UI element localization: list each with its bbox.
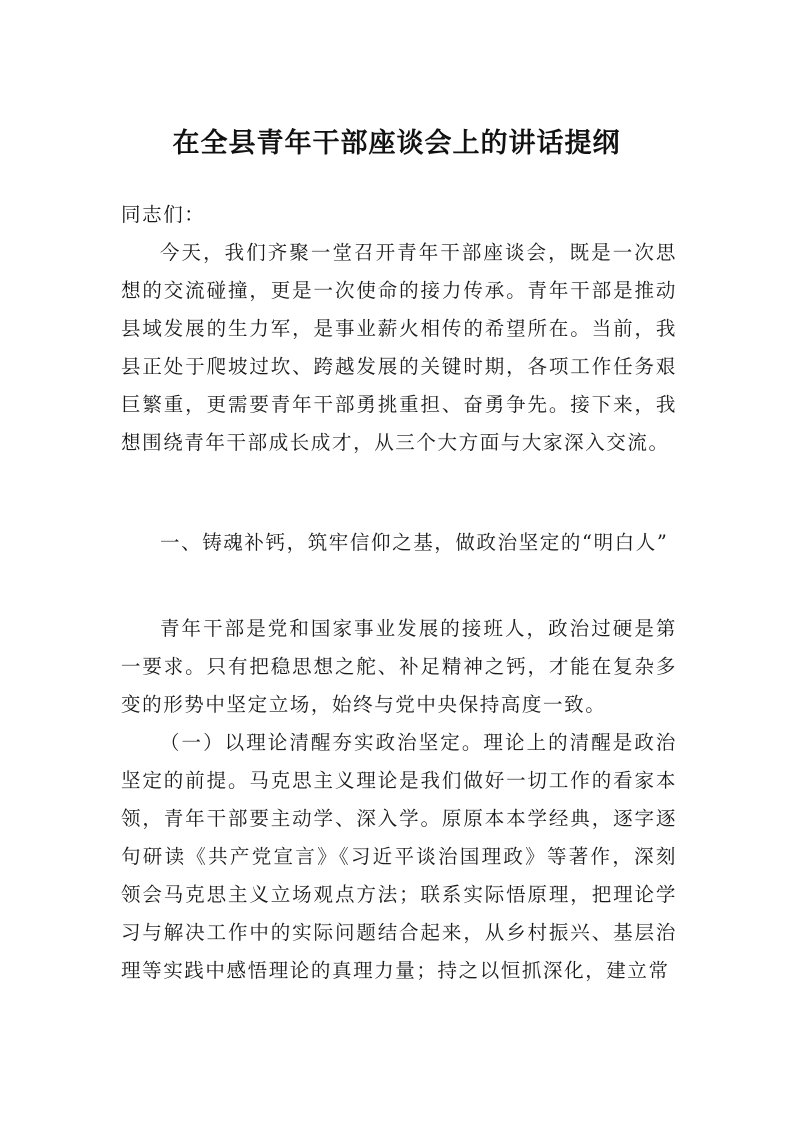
salutation: 同志们： (121, 203, 206, 226)
intro-paragraph: 今天，我们齐聚一堂召开青年干部座谈会，既是一次思想的交流碰撞，更是一次使命的接力传承。青年干部是推动县域发展的生力军，是事业薪火相传的希望所在。当前，我县正处于爬坡过坎、跨越发展的关键时期，各项工作任务艰巨繁重，更需要青年干部勇挑重担、奋勇争先。接下来，我想围绕青年干部成长成才，从三个大方面与大家深入交流。 (121, 241, 677, 454)
section-heading-1: 一、铸魂补钙，筑牢信仰之基，做政治坚定的“明白人” (160, 531, 669, 554)
section-1-paragraph: 青年干部是党和国家事业发展的接班人，政治过硬是第一要求。只有把稳思想之舵、补足精神之钙，才能在复杂多变的形势中坚定立场，始终与党中央保持高度一致。 (121, 617, 677, 716)
subsection-1-paragraph: （一）以理论清醒夯实政治坚定。理论上的清醒是政治坚定的前提。马克思主义理论是我们做好一切工作的看家本领，青年干部要主动学、深入学。原原本本学经典，逐字逐句研读《共产党宣言》《习近平谈治国理政》等著作，深刻领会马克思主义立场观点方法；联系实际悟原理，把理论学习与解决工作中的实际问题结合起来，从乡村振兴、基层治理等实践中感悟理论的真理力量；持之以恒抓深化，建立常 (121, 731, 677, 982)
document-title: 在全县青年干部座谈会上的讲话提纲 (172, 128, 621, 159)
